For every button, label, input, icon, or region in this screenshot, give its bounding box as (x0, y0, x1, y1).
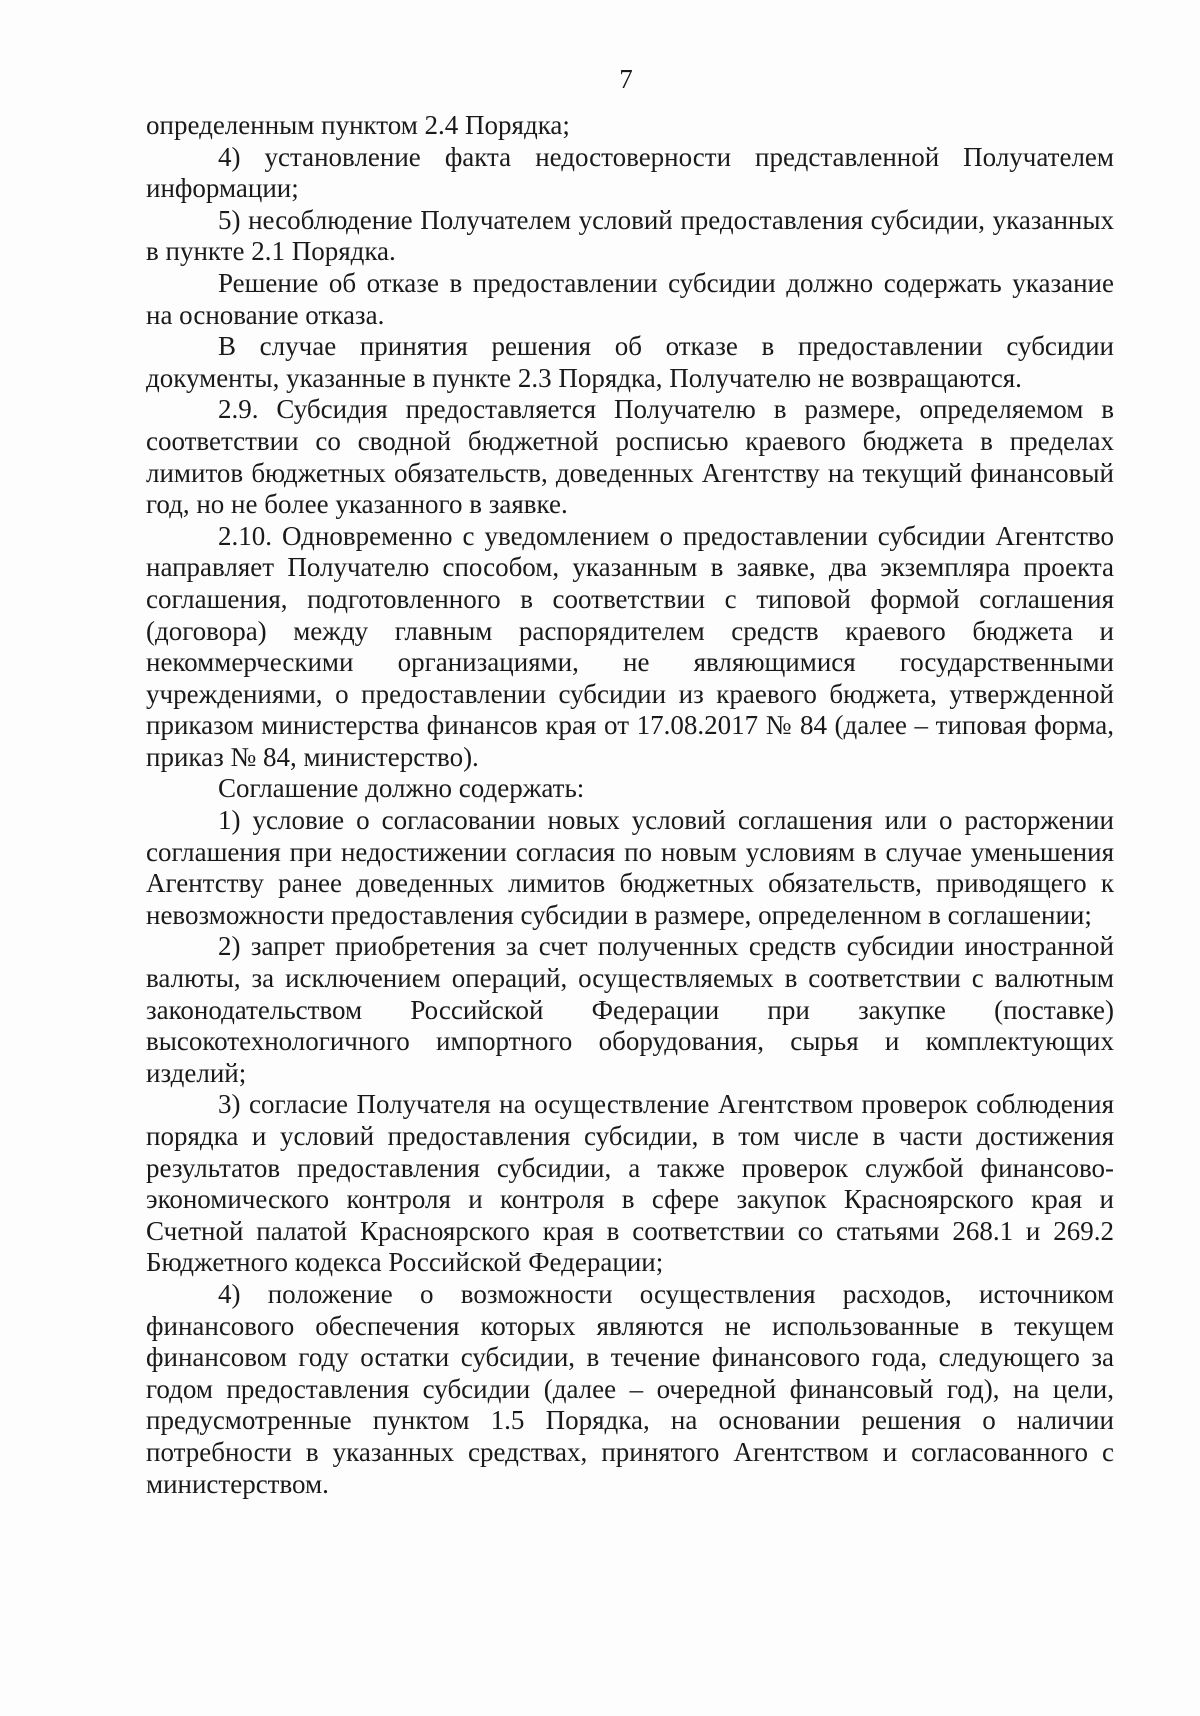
paragraph-agreement-item-4: 4) положение о возможности осуществления расходов, источником финансового обеспечения которых являются не использованные в текущем финансовом году остатки субсидии, в течение финансового года, следующего за годом предоставления субсидии (далее – очередной финансовый год), на цели, предусмотренные пунктом 1.5 Порядка, на основании решения о наличии потребности в указанных средствах, принятого Агентством и согласованного с министерством. (146, 1278, 1114, 1499)
paragraph-item-4: 4) установление факта недостоверности представленной Получателем информации; (146, 141, 1114, 204)
paragraph-agreement-item-2: 2) запрет приобретения за счет полученных средств субсидии иностранной валюты, за исключением операций, осуществляемых в соответствии с валютным законодательством Российской Федерации при закупке (поставке) высокотехнологичного импортного оборудования, сырья и комплектующих изделий; (146, 931, 1114, 1088)
paragraph-clause-2-10: 2.10. Одновременно с уведомлением о предоставлении субсидии Агентство направляет Получателю способом, указанным в заявке, два экземпляра проекта соглашения, подготовленного в соответствии с типовой формой соглашения (договора) между главным распорядителем средств краевого бюджета и некоммерческими организациями, не являющимися государственными учреждениями, о предоставлении субсидии из краевого бюджета, утвержденной приказом министерства финансов края от 17.08.2017 № 84 (далее – типовая форма, приказ № 84, министерство). (146, 520, 1114, 772)
paragraph-clause-2-9: 2.9. Субсидия предоставляется Получателю в размере, определяемом в соответствии со сводной бюджетной росписью краевого бюджета в пределах лимитов бюджетных обязательств, доведенных Агентству на текущий финансовый год, но не более указанного в заявке. (146, 394, 1114, 520)
document-body (146, 110, 1114, 1500)
paragraph-refusal-decision: Решение об отказе в предоставлении субсидии должно содержать указание на основание отказа. (146, 267, 1114, 330)
paragraph-agreement-item-3: 3) согласие Получателя на осуществление Агентством проверок соблюдения порядка и условий предоставления субсидии, в том числе в части достижения результатов предоставления субсидии, а также проверок службой финансово-экономического контроля и контроля в сфере закупок Красноярского края и Счетной палатой Красноярского края в соответствии со статьями 268.1 и 269.2 Бюджетного кодекса Российской Федерации; (146, 1089, 1114, 1278)
page-number: 7 (619, 64, 633, 94)
paragraph-documents-not-returned: В случае принятия решения об отказе в предоставлении субсидии документы, указанные в пункте 2.3 Порядка, Получателю не возвращаются. (146, 331, 1114, 393)
paragraph-agreement-item-1: 1) условие о согласовании новых условий соглашения или о расторжении соглашения при недостижении согласия по новым условиям в случае уменьшения Агентству ранее доведенных лимитов бюджетных обязательств, приводящего к невозможности предоставления субсидии в размере, определенном в соглашении; (146, 805, 1114, 930)
paragraph-item-5: 5) несоблюдение Получателем условий предоставления субсидии, указанных в пункте 2.1 Порядка. (146, 204, 1114, 267)
paragraph-continuation: определенным пунктом 2.4 Порядка; (146, 110, 570, 140)
paragraph-agreement-must-contain: Соглашение должно содержать: (218, 773, 585, 804)
